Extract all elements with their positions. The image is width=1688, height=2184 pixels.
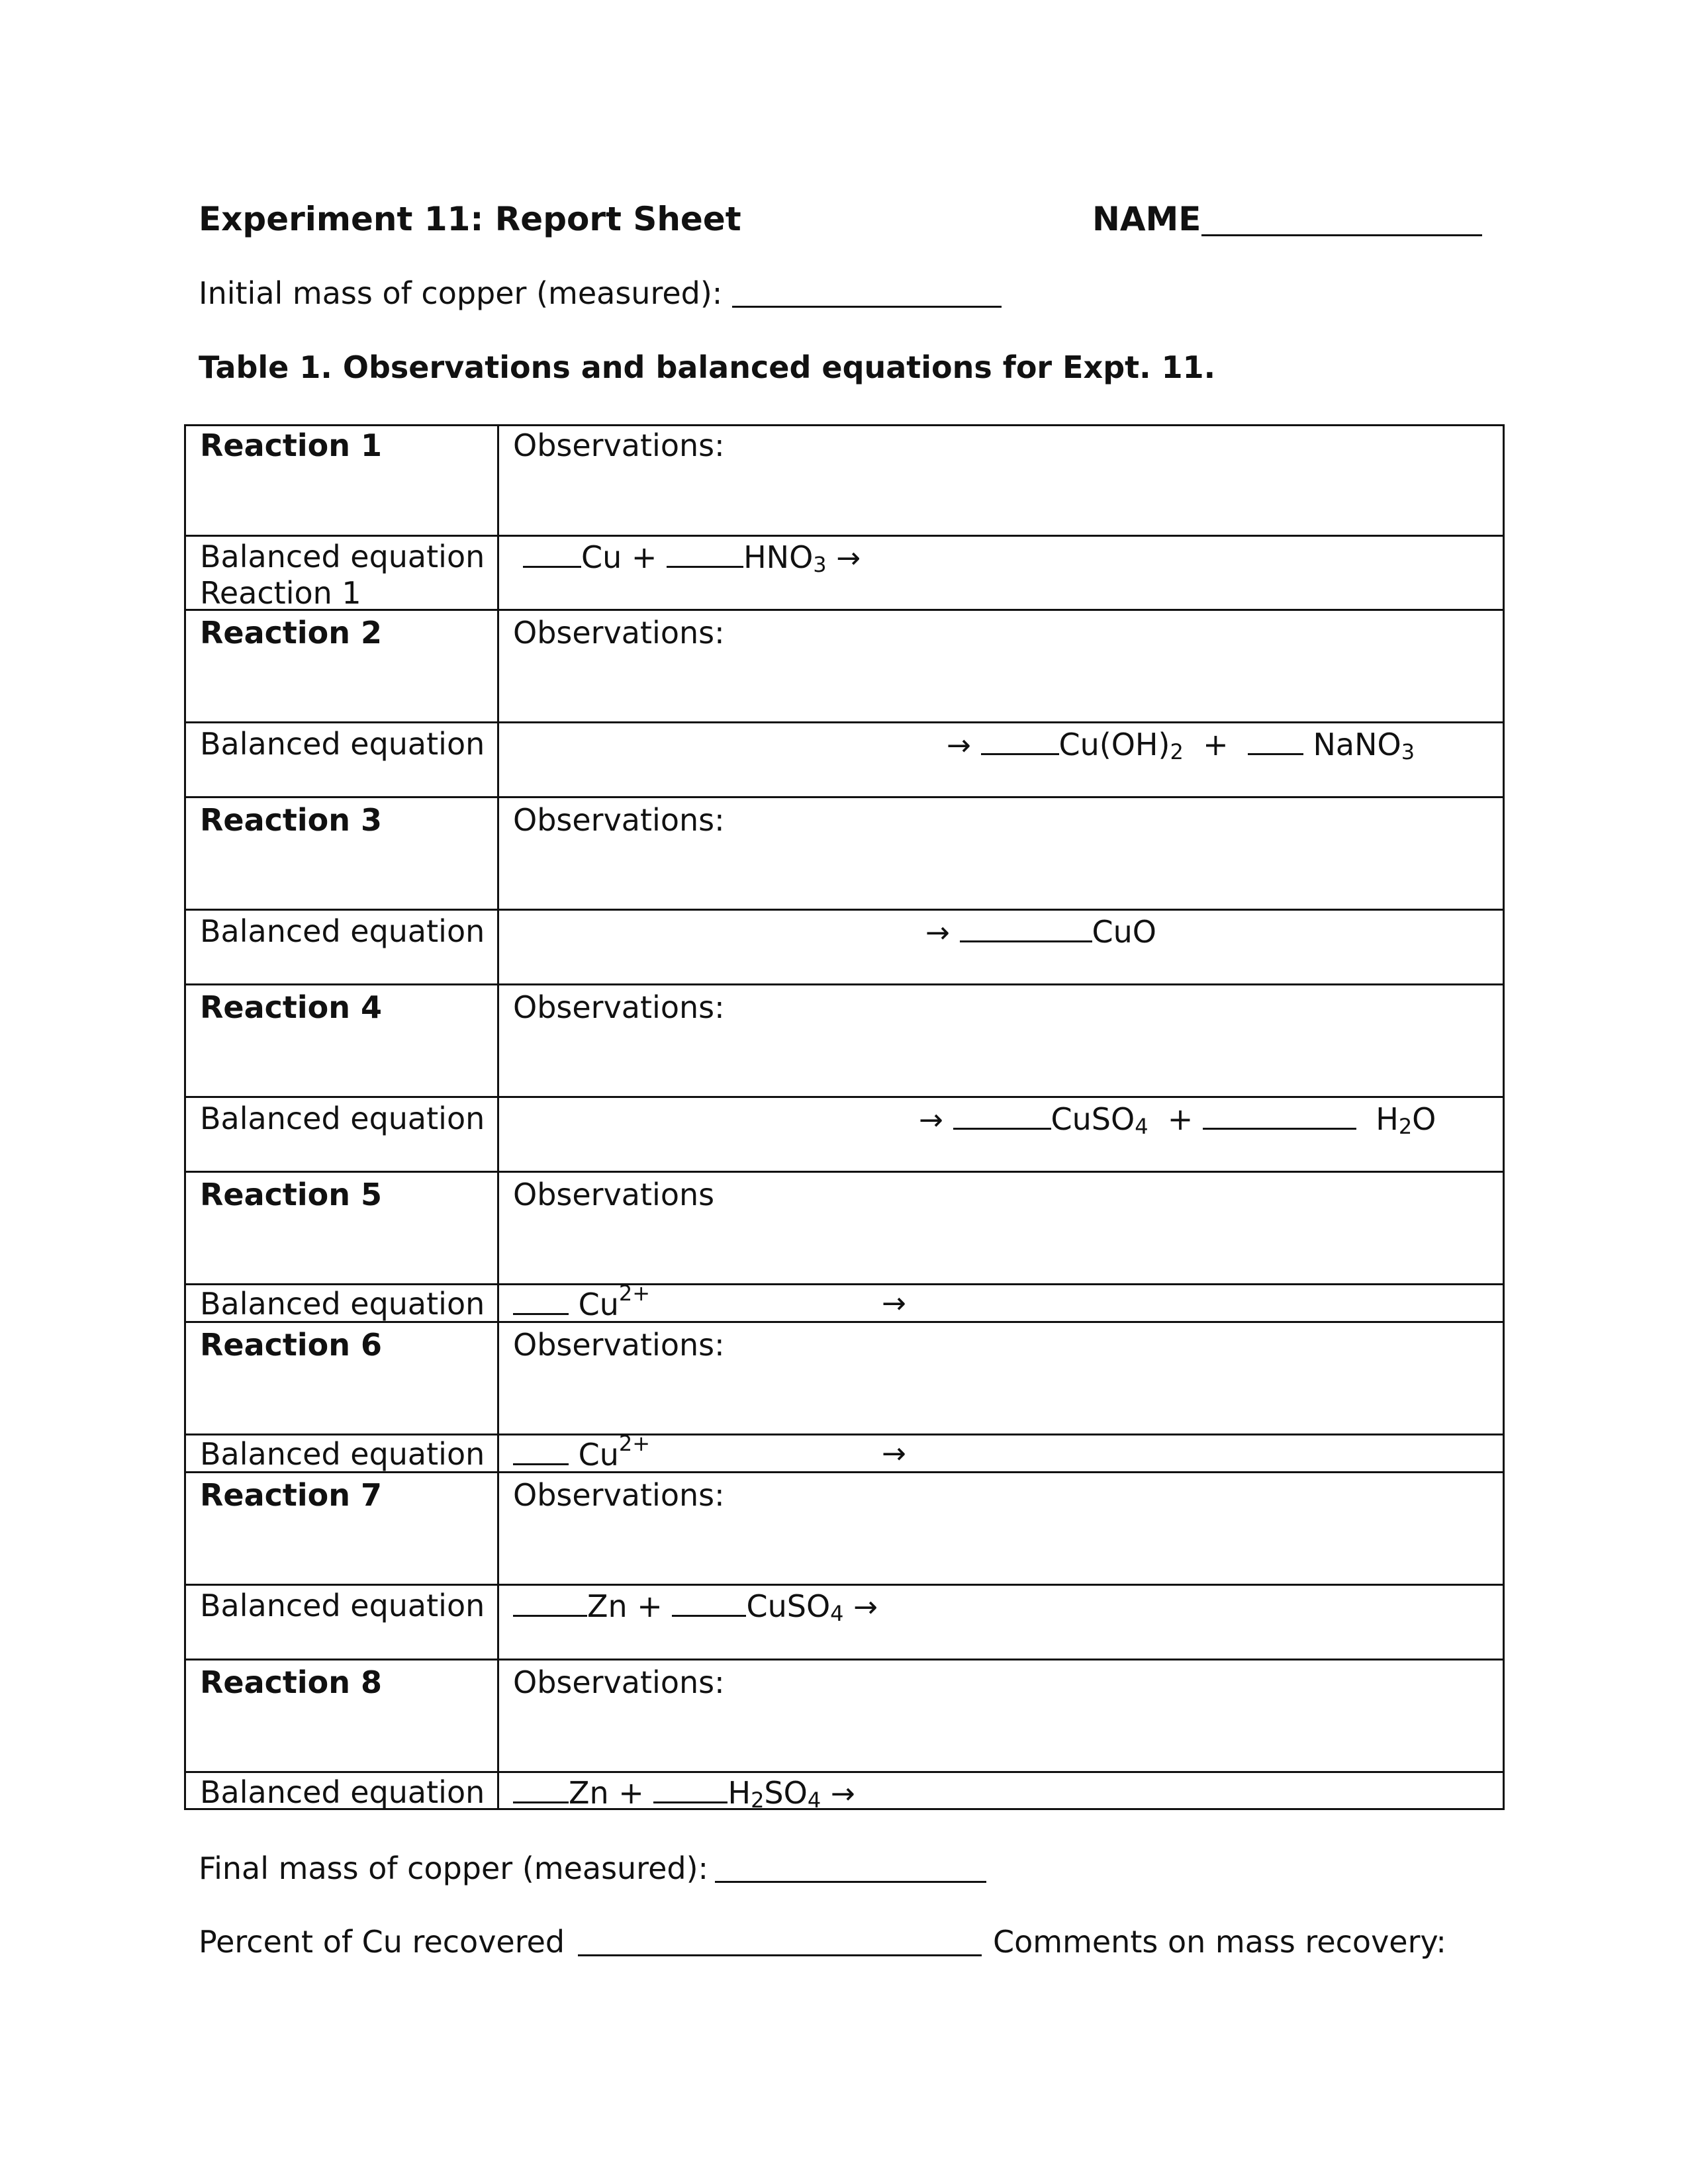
row-divider: [184, 983, 1505, 985]
coefficient-blank[interactable]: [672, 1587, 746, 1617]
coefficient-blank[interactable]: [513, 1435, 569, 1465]
row-divider: [184, 721, 1505, 723]
reaction-5-equation-label: Balanced equation: [200, 1286, 485, 1322]
row-divider: [184, 1584, 1505, 1586]
reaction-8-equation-label: Balanced equation: [200, 1774, 485, 1810]
reaction-8-label: Reaction 8: [200, 1664, 383, 1700]
row-divider: [184, 796, 1505, 798]
table-caption: Table 1. Observations and balanced equations for Expt. 11.: [199, 349, 1216, 385]
arrow-icon: →: [947, 729, 971, 762]
coefficient-blank[interactable]: [513, 1774, 569, 1803]
table-column-divider: [497, 424, 499, 1810]
initial-mass-field[interactable]: [732, 306, 1002, 308]
reaction-5-observations[interactable]: Observations: [513, 1177, 715, 1212]
page-title: Experiment 11: Report Sheet: [199, 200, 741, 238]
coefficient-blank[interactable]: [981, 725, 1059, 755]
percent-recovered-label: Percent of Cu recovered: [199, 1924, 565, 1960]
reaction-7-label: Reaction 7: [200, 1477, 383, 1513]
reaction-8-equation[interactable]: $Zn + H_2SO_4$ →: [513, 1774, 855, 1813]
arrow-icon: →: [919, 1103, 943, 1137]
coefficient-blank[interactable]: [953, 1100, 1051, 1130]
arrow-icon: →: [830, 1777, 855, 1811]
row-divider: [184, 609, 1505, 611]
arrow-icon: →: [882, 1287, 906, 1320]
name-label: NAME: [1092, 200, 1201, 238]
initial-mass-label: Initial mass of copper (measured):: [199, 275, 723, 311]
row-divider: [184, 1096, 1505, 1098]
coefficient-blank[interactable]: [513, 1587, 587, 1617]
coefficient-blank[interactable]: [523, 538, 581, 568]
reaction-4-equation[interactable]: → CuSO$_4$ + $H_2O$: [919, 1101, 1436, 1139]
row-divider: [184, 1771, 1505, 1773]
arrow-icon: →: [882, 1437, 906, 1471]
reaction-1-equation-label-line2: Reaction 1: [200, 575, 361, 611]
coefficient-blank[interactable]: [1203, 1100, 1356, 1130]
reaction-1-equation-label: Balanced equation: [200, 539, 485, 574]
reaction-3-equation-label: Balanced equation: [200, 913, 485, 949]
final-mass-field[interactable]: [715, 1881, 986, 1883]
final-mass-label: Final mass of copper (measured):: [199, 1850, 709, 1886]
reaction-2-equation-label: Balanced equation: [200, 726, 485, 762]
row-divider: [184, 535, 1505, 537]
reaction-3-observations[interactable]: Observations:: [513, 802, 725, 838]
percent-recovered-field[interactable]: [578, 1954, 982, 1956]
arrow-icon: →: [925, 916, 950, 950]
reaction-8-observations[interactable]: Observations:: [513, 1664, 725, 1700]
reaction-3-equation[interactable]: → CuO: [925, 914, 1156, 950]
reaction-6-equation[interactable]: $Cu^{2+}$: [513, 1435, 650, 1473]
row-divider: [184, 1171, 1505, 1173]
arrow-icon: →: [853, 1590, 878, 1624]
reaction-5-equation[interactable]: $Cu^{2+}$: [513, 1285, 650, 1323]
name-field[interactable]: [1201, 234, 1482, 236]
reaction-3-label: Reaction 3: [200, 802, 383, 838]
reaction-2-equation[interactable]: → $Cu(OH)_2$ + NaNO$_3$: [947, 727, 1415, 764]
reaction-2-observations[interactable]: Observations:: [513, 615, 725, 651]
reaction-7-observations[interactable]: Observations:: [513, 1477, 725, 1513]
row-divider: [184, 909, 1505, 911]
reaction-5-label: Reaction 5: [200, 1177, 383, 1212]
reaction-6-label: Reaction 6: [200, 1327, 383, 1363]
reaction-7-equation-label: Balanced equation: [200, 1588, 485, 1623]
reaction-1-label: Reaction 1: [200, 428, 383, 463]
coefficient-blank[interactable]: [513, 1285, 569, 1315]
reaction-6-equation-label: Balanced equation: [200, 1436, 485, 1472]
row-divider: [184, 1659, 1505, 1661]
reaction-6-observations[interactable]: Observations:: [513, 1327, 725, 1363]
coefficient-blank[interactable]: [1248, 725, 1303, 755]
reaction-4-equation-label: Balanced equation: [200, 1101, 485, 1136]
reaction-1-observations[interactable]: Observations:: [513, 428, 725, 463]
coefficient-blank[interactable]: [960, 913, 1092, 942]
coefficient-blank[interactable]: [667, 538, 743, 568]
reaction-2-label: Reaction 2: [200, 615, 383, 651]
reaction-4-observations[interactable]: Observations:: [513, 989, 725, 1025]
reaction-4-label: Reaction 4: [200, 989, 383, 1025]
reaction-1-equation[interactable]: $Cu + HNO_3$ →: [523, 538, 861, 577]
comments-label: Comments on mass recovery:: [993, 1924, 1446, 1960]
coefficient-blank[interactable]: [653, 1774, 727, 1803]
arrow-icon: →: [836, 541, 861, 575]
reaction-7-equation[interactable]: Zn + CuSO$_4$ →: [513, 1587, 878, 1626]
